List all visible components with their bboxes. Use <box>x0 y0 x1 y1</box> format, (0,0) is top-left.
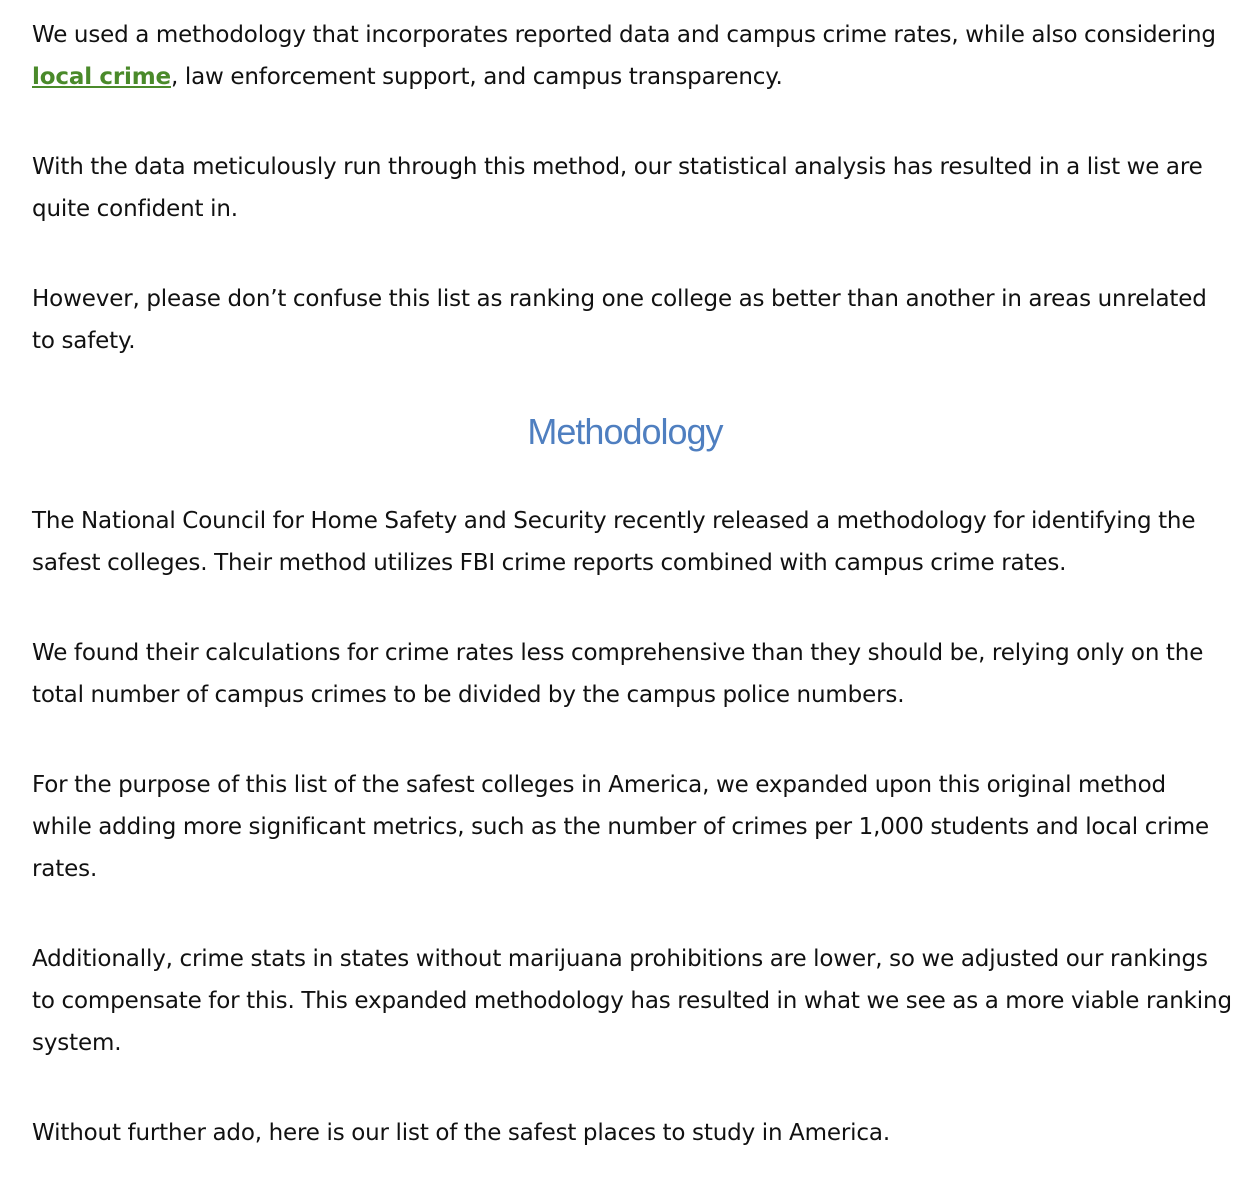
methodology-heading: Methodology <box>527 411 723 452</box>
methodology-paragraph-1: The National Council for Home Safety and Security recently released a methodology for identifying the safest colleges. Their method utilizes FBI crime reports combined with campus crime rates. <box>32 508 1196 576</box>
intro-paragraph-3: However, please don’t confuse this list as ranking one college as better than another in areas unrelated to safety. <box>32 286 1207 354</box>
intro-text-before-link: We used a methodology that incorporates reported data and campus crime rates, while also considering <box>32 22 1216 48</box>
methodology-paragraph-5: Without further ado, here is our list of the safest places to study in America. <box>32 1120 891 1146</box>
local-crime-link[interactable]: local crime <box>32 64 172 90</box>
intro-text-after-link: , law enforcement support, and campus transparency. <box>171 64 783 90</box>
intro-paragraph-1 <box>32 14 1232 98</box>
intro-paragraph-2: With the data meticulously run through this method, our statistical analysis has resulted in a list we are quite confident in. <box>32 154 1203 222</box>
methodology-paragraph-3: For the purpose of this list of the safest colleges in America, we expanded upon this original method while adding more significant metrics, such as the number of crimes per 1,000 students and local crime rates. <box>32 772 1209 882</box>
methodology-paragraph-2: We found their calculations for crime rates less comprehensive than they should be, relying only on the total number of campus crimes to be divided by the campus police numbers. <box>32 640 1204 708</box>
methodology-paragraph-4: Additionally, crime stats in states without marijuana prohibitions are lower, so we adjusted our rankings to compensate for this. This expanded methodology has resulted in what we see as a more viable ranking system. <box>32 946 1232 1056</box>
